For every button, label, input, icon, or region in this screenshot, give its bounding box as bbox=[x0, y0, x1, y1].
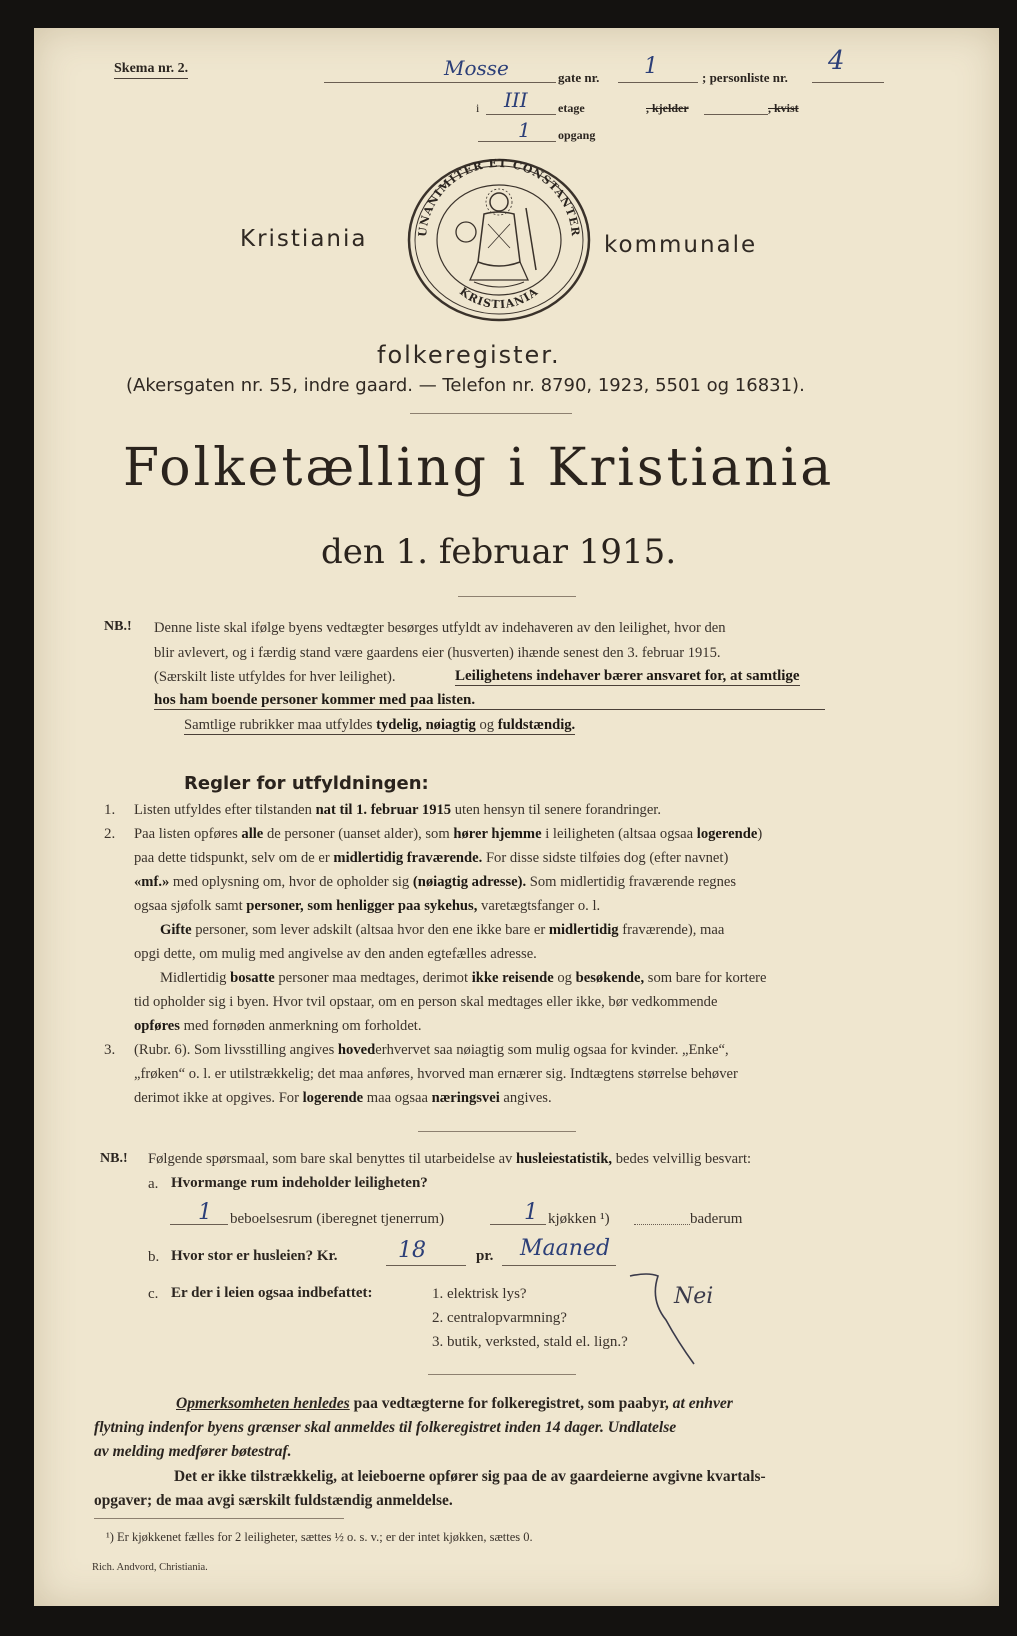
bath-label: baderum bbox=[690, 1211, 743, 1227]
nb1-line-5c: og bbox=[479, 717, 495, 733]
divider-1 bbox=[410, 413, 572, 414]
rule-text: paa dette tidspunkt, selv om de er midlertidig fraværende. For disse sidste tilføies dog (efter navnet) bbox=[134, 850, 729, 866]
street-line bbox=[324, 82, 556, 83]
divider-4 bbox=[428, 1374, 576, 1375]
rent-handwritten: 18 bbox=[398, 1238, 426, 1263]
notice-line-1 bbox=[176, 1395, 733, 1413]
opgang-label: opgang bbox=[558, 128, 596, 142]
question-a-label: a. bbox=[148, 1176, 159, 1192]
c-item-2: 2. centralopvarmning? bbox=[432, 1310, 567, 1326]
notice-2: flytning indenfor byens grænser skal anmeldes til folkeregistret inden 14 dager. Undlatelse bbox=[94, 1419, 677, 1436]
office-address: (Akersgaten nr. 55, indre gaard. — Telefon nr. 8790, 1923, 5501 og 16831). bbox=[126, 375, 805, 396]
kjelder-line bbox=[704, 114, 768, 115]
rent-line bbox=[386, 1265, 466, 1266]
rule-text: tid opholder sig i byen. Hvor tvil opstaar, om en person skal medtages eller ikke, bør vedkommende bbox=[134, 994, 718, 1010]
nb1-line-5 bbox=[184, 717, 575, 735]
notice-1b: paa vedtægterne for folkeregistret, som paabyr, bbox=[353, 1395, 669, 1412]
rule-text: Listen utfyldes efter tilstanden nat til 1. februar 1915 uten hensyn til senere forandringer. bbox=[134, 802, 662, 818]
nb1-line-5d: fuldstændig. bbox=[497, 717, 576, 733]
svg-text:KRISTIANIA: KRISTIANIA bbox=[457, 284, 541, 312]
rule-number: 1. bbox=[104, 802, 116, 818]
rules-list bbox=[104, 802, 964, 1106]
rule-text: opgi dette, om mulig med angivelse av den anden egtefælles adresse. bbox=[134, 946, 537, 962]
opgang-handwritten: 1 bbox=[518, 118, 531, 142]
rule-text: (Rubr. 6). Som livsstilling angives hovederhvervet saa nøiagtig som mulig ogsaa for kvinder. „Enke“, bbox=[134, 1042, 729, 1058]
personliste-label: ; personliste nr. bbox=[702, 70, 788, 85]
office-name: folkeregister. bbox=[377, 341, 561, 369]
kjelder-label: , kjelder bbox=[646, 101, 689, 115]
office-left-word: Kristiania bbox=[240, 226, 368, 252]
c-item-1: 1. elektrisk lys? bbox=[432, 1286, 527, 1302]
bath-line bbox=[634, 1224, 690, 1225]
nb2-intro: Følgende spørsmaal, som bare skal benyttes til utarbeidelse av husleiestatistik, bedes velvillig besvart: bbox=[148, 1151, 752, 1167]
gate-label: gate nr. bbox=[558, 70, 600, 85]
notice-line-4: Det er ikke tilstrækkelig, at leieboerne opfører sig paa de av gaardeierne avgivne kvartals- bbox=[174, 1468, 766, 1485]
rule-text: „frøken“ o. l. er utilstrækkelig; det maa anføres, hvorved man ernærer sig. Indtægtens størrelse behøver bbox=[134, 1066, 738, 1082]
period-line bbox=[502, 1265, 616, 1266]
nb1-line-4: hos ham boende personer kommer med paa listen. bbox=[154, 692, 825, 710]
divider-2 bbox=[458, 596, 576, 597]
rooms-handwritten: 1 bbox=[198, 1200, 212, 1225]
question-b: Hvor stor er husleien? Kr. bbox=[171, 1248, 338, 1264]
kvist-label: , kvist bbox=[768, 101, 799, 115]
nb2-label: NB.! bbox=[100, 1151, 128, 1166]
rule-text: ogsaa sjøfolk samt personer, som henligger paa sykehus, varetægtsfanger o. l. bbox=[134, 898, 601, 914]
nb1-line-2: blir avlevert, og i færdig stand være gaardens eier (husverten) ihænde senest den 3. februar 1915. bbox=[154, 645, 721, 661]
rule-text: derimot ikke at opgives. For logerende maa ogsaa næringsvei angives. bbox=[134, 1090, 552, 1106]
period-handwritten: Maaned bbox=[520, 1236, 611, 1261]
census-form-sheet bbox=[34, 28, 999, 1606]
personliste-handwritten: 4 bbox=[828, 46, 845, 76]
notice-1c: at enhver bbox=[672, 1395, 733, 1412]
footnote: ¹) Er kjøkkenet fælles for 2 leiligheter, sættes ½ o. s. v.; er der intet kjøkken, sættes 0. bbox=[106, 1530, 533, 1544]
notice-line-2 bbox=[94, 1419, 676, 1437]
rule-text: opføres med fornøden anmerkning om forholdet. bbox=[134, 1018, 422, 1034]
opgang-line bbox=[478, 141, 556, 142]
question-c: Er der i leien ogsaa indbefattet: bbox=[171, 1285, 373, 1301]
nb1-line-3b: Leilighetens indehaver bærer ansvaret for, at samtlige bbox=[455, 668, 800, 684]
notice-line-5: opgaver; de maa avgi særskilt fuldstændig anmeldelse. bbox=[94, 1492, 453, 1509]
city-seal-icon bbox=[404, 152, 594, 322]
personliste-line bbox=[812, 82, 884, 83]
c-item-3: 3. butik, verksted, stald el. lign.? bbox=[432, 1334, 628, 1350]
footnote-rule bbox=[94, 1518, 344, 1519]
pr-label: pr. bbox=[476, 1248, 494, 1264]
notice-3: av melding medfører bøtestraf. bbox=[94, 1443, 292, 1460]
rooms-label: beboelsesrum (iberegnet tjenerrum) bbox=[230, 1211, 445, 1227]
rule-text: Gifte personer, som lever adskilt (altsaa hvor den ene ikke bare er midlertidig fraværende), maa bbox=[160, 922, 725, 938]
etage-handwritten: III bbox=[504, 88, 528, 112]
c-answer-handwritten: Nei bbox=[674, 1284, 714, 1309]
nb1-label: NB.! bbox=[104, 619, 132, 634]
rule-text: «mf.» med oplysning om, hvor de opholder sig (nøiagtig adresse). Som midlertidig fraværende regnes bbox=[134, 874, 737, 890]
etage-label: etage bbox=[558, 101, 585, 115]
nb1-line-5b: tydelig, nøiagtig bbox=[376, 717, 476, 733]
rules-heading: Regler for utfyldningen: bbox=[184, 773, 429, 794]
page-title: Folketælling i Kristiania bbox=[123, 438, 835, 498]
nb1-line-3a: (Særskilt liste utfyldes for hver leilighet). bbox=[154, 669, 396, 685]
rule-number: 3. bbox=[104, 1042, 116, 1058]
kitchen-handwritten: 1 bbox=[524, 1200, 538, 1225]
divider-3 bbox=[418, 1131, 576, 1132]
notice-line-3 bbox=[94, 1443, 292, 1461]
rule-number: 2. bbox=[104, 826, 116, 842]
question-a: Hvormange rum indeholder leiligheten? bbox=[171, 1175, 428, 1191]
notice-1a: Opmerksomheten henledes bbox=[176, 1395, 350, 1412]
nb1-line-1: Denne liste skal ifølge byens vedtægter besørges utfyldt av indehaveren av den leilighet, hvor den bbox=[154, 620, 726, 636]
gate-number-handwritten: 1 bbox=[644, 54, 658, 79]
office-right-word: kommunale bbox=[604, 232, 758, 258]
question-b-label: b. bbox=[148, 1249, 160, 1265]
page-subtitle-date: den 1. februar 1915. bbox=[321, 532, 677, 572]
gate-number-line bbox=[618, 82, 698, 83]
etage-line bbox=[486, 114, 556, 115]
rule-text: Paa listen opføres alle de personer (uanset alder), som hører hjemme i leiligheten (altsaa ogsaa logerende) bbox=[134, 826, 763, 842]
printer-imprint: Rich. Andvord, Christiania. bbox=[92, 1562, 208, 1573]
schema-number: Skema nr. 2. bbox=[114, 61, 188, 79]
i-label: i bbox=[476, 101, 480, 115]
street-handwritten: Mosse bbox=[444, 56, 509, 80]
question-c-label: c. bbox=[148, 1286, 159, 1302]
kitchen-label: kjøkken ¹) bbox=[548, 1211, 610, 1227]
nb1-line-5a: Samtlige rubrikker maa utfyldes bbox=[184, 717, 373, 733]
svg-text:UNANIMITER ET CONSTANTER: UNANIMITER ET CONSTANTER bbox=[415, 156, 583, 238]
rule-text: Midlertidig bosatte personer maa medtages, derimot ikke reisende og besøkende, som bare for kortere bbox=[160, 970, 767, 986]
